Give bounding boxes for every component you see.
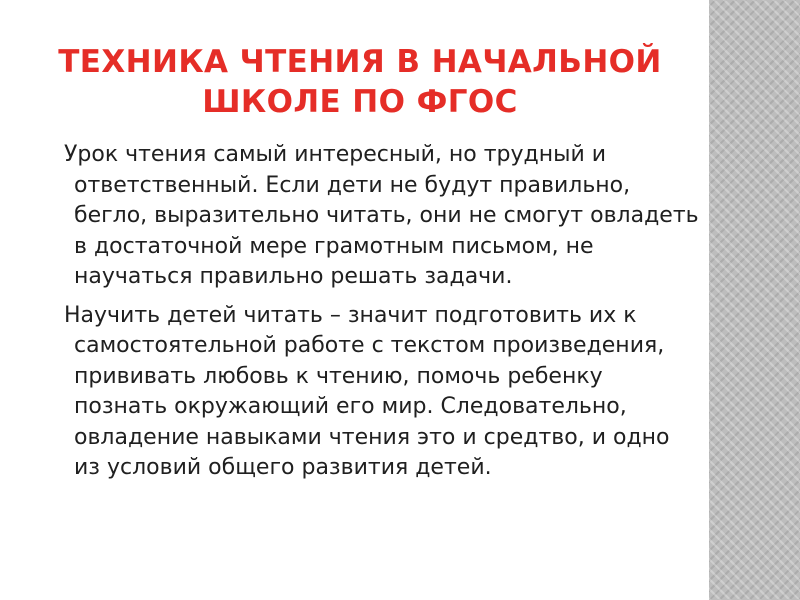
body-paragraph-1: Урок чтения самый интересный, но трудный и ответственный. Если дети не будут правильно, бегло, выразительно читать, они не смогут овладеть в достаточной мере грамотным письмом, не научаться правильно решать задачи.	[64, 142, 699, 289]
slide-title: ТЕХНИКА ЧТЕНИЯ В НАЧАЛЬНОЙ ШКОЛЕ ПО ФГОС	[58, 44, 662, 120]
body-paragraph-2: Научить детей читать – значит подготовить их к самостоятельной работе с текстом произведения, прививать любовь к чтению, помочь ребенку познать окружающий его мир. Следовательно, овладение навыками чтения это и средтво, и одно из условий общего развития детей.	[64, 302, 670, 480]
decorative-side-band	[709, 0, 800, 600]
slide-body	[60, 140, 700, 492]
